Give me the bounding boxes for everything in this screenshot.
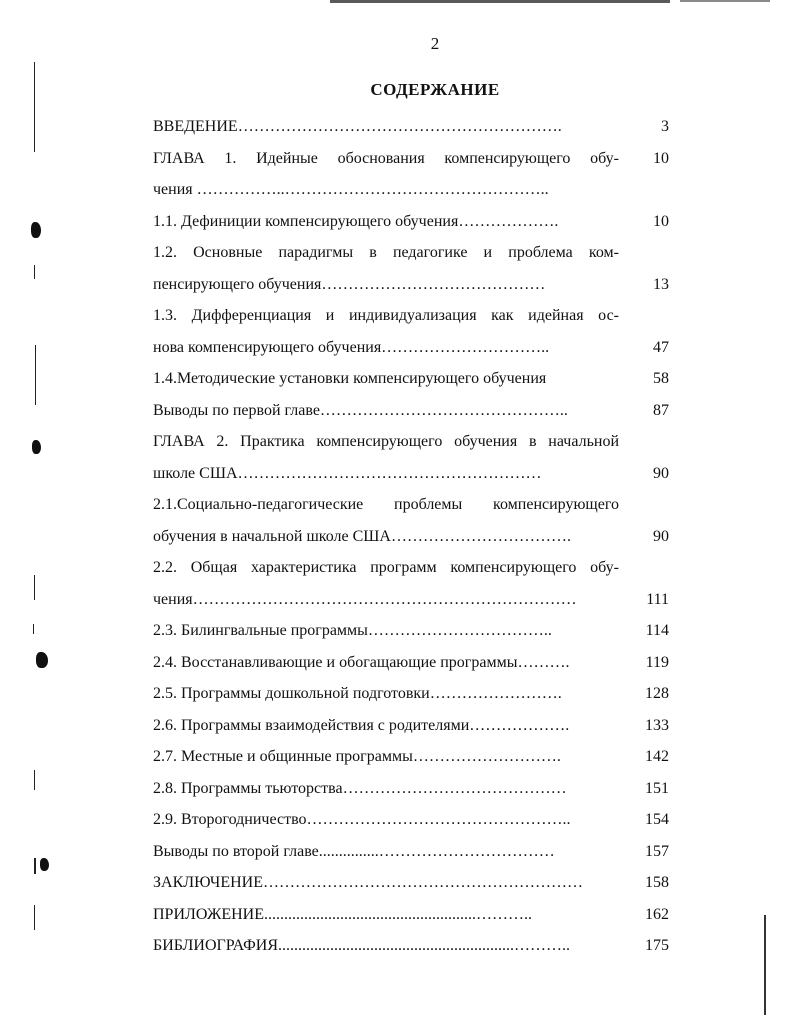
toc-entry-page: 175 <box>645 937 669 954</box>
toc-entry-line: 1.1. Дефиниции компенсирующего обучения………………. <box>153 212 559 230</box>
toc-entry-text <box>153 237 619 300</box>
toc-entry-line: БИБЛИОГРАФИЯ...........................................................……….. <box>153 937 571 954</box>
scan-mark <box>34 62 35 152</box>
toc-entry <box>153 143 673 206</box>
toc-entry-line: ГЛАВА 2. Практика компенсирующего обучения в начальной <box>153 433 619 450</box>
toc-entry-page: 10 <box>653 212 669 230</box>
toc-entry-line: ВВЕДЕНИЕ……………………………………………………. <box>153 118 562 135</box>
toc-entry-page: 13 <box>653 275 669 293</box>
toc-entry-text <box>153 678 619 710</box>
scan-mark <box>34 770 35 790</box>
toc-entry-line: Выводы по второй главе...............…………………………… <box>153 842 555 860</box>
scan-mark <box>34 575 35 600</box>
toc-entry-line: 2.5. Программы дошкольной подготовки……………………. <box>153 685 562 702</box>
toc-entry-text <box>153 489 619 552</box>
toc-entry-page: 111 <box>646 590 669 608</box>
toc-entry-line: 2.9. Второгодничество………………………………………….. <box>153 811 571 828</box>
toc-entry-line: 1.4.Методические установки компенсирующего обучения <box>153 370 547 387</box>
toc-entry-page: 58 <box>653 370 669 387</box>
toc-entry-line: чения……………………………………………………………… <box>153 590 577 608</box>
toc-entry-text <box>153 804 619 836</box>
toc-entry-text <box>153 300 619 363</box>
toc-entry-line: нова компенсирующего обучения………………………….. <box>153 338 550 356</box>
toc-entry-line: 2.6. Программы взаимодействия с родителями………………. <box>153 716 570 734</box>
toc-entry-page: 90 <box>653 464 669 482</box>
toc-entry-text <box>153 647 619 679</box>
toc-entry-line: 2.8. Программы тьюторства…………………………………… <box>153 779 567 797</box>
toc-entry-page: 151 <box>645 779 669 797</box>
toc-entry <box>153 426 673 489</box>
toc-entry-text <box>153 615 619 647</box>
toc-entry-text <box>153 363 619 395</box>
toc-entry-text <box>153 867 619 899</box>
toc-entry-page: 90 <box>653 527 669 545</box>
toc-entry-line: 1.3. Дифференциация и индивидуализация как идейная ос- <box>153 307 619 324</box>
scan-mark <box>33 624 34 634</box>
scan-mark <box>34 905 35 930</box>
toc-entry-line: ЗАКЛЮЧЕНИЕ…………………………………………………… <box>153 874 583 891</box>
toc-entry-text <box>153 773 619 805</box>
toc-entry-page: 154 <box>645 811 669 828</box>
toc-entry-page: 87 <box>653 401 669 419</box>
toc-entry <box>153 237 673 300</box>
toc-entry-page: 10 <box>653 149 669 167</box>
ink-blot <box>40 858 49 871</box>
toc-entry-text <box>153 899 619 931</box>
toc-entry <box>153 930 673 962</box>
toc-entry-line: ГЛАВА 1. Идейные обоснования компенсирующего обу- <box>153 149 619 167</box>
toc-entry-text <box>153 111 619 143</box>
scan-mark <box>34 265 35 279</box>
toc-entry-text <box>153 836 619 868</box>
toc-entry-text <box>153 143 619 206</box>
toc-entry <box>153 363 673 395</box>
toc-entry <box>153 300 673 363</box>
scan-mark <box>34 858 36 874</box>
toc-entry <box>153 773 673 805</box>
toc-entry-line: 2.7. Местные и общинные программы………………………. <box>153 748 561 765</box>
toc-entry <box>153 804 673 836</box>
toc-entry-page: 128 <box>645 685 669 702</box>
toc-entry-text <box>153 930 619 962</box>
page-number: 2 <box>430 34 440 53</box>
toc-entry-page: 47 <box>653 338 669 356</box>
toc-entry <box>153 836 673 868</box>
toc-entry-page: 162 <box>645 905 669 923</box>
page-title: СОДЕРЖАНИЕ <box>370 80 500 99</box>
toc-entry <box>153 615 673 647</box>
scan-mark <box>35 345 36 405</box>
toc-entry <box>153 678 673 710</box>
toc-entry-page: 119 <box>645 653 669 671</box>
toc-entry <box>153 741 673 773</box>
toc-entry-line: чения ……………..………………………………………….. <box>153 181 549 198</box>
toc-entry-line: 2.3. Билингвальные программы…………………………….. <box>153 622 552 639</box>
toc-entry <box>153 552 673 615</box>
toc-entry <box>153 206 673 238</box>
toc-entry <box>153 899 673 931</box>
ink-blot <box>31 222 41 238</box>
toc-entry <box>153 111 673 143</box>
toc-entry-text <box>153 206 619 238</box>
ink-blot <box>32 440 41 454</box>
toc-entry-line: обучения в начальной школе США……………………………. <box>153 527 571 545</box>
toc-entry <box>153 867 673 899</box>
scan-edge-top-right <box>680 0 770 2</box>
toc-entry-line: ПРИЛОЖЕНИЕ.....................................................……….. <box>153 905 533 923</box>
toc-entry-page: 142 <box>645 748 669 765</box>
toc-entry-line: 2.4. Восстанавливающие и обогащающие программы………. <box>153 653 570 671</box>
toc-entry <box>153 647 673 679</box>
toc-entry-line: 2.2. Общая характеристика программ компенсирующего обу- <box>153 559 619 576</box>
toc-entry-text <box>153 552 619 615</box>
ink-blot <box>36 652 48 668</box>
toc-entry <box>153 489 673 552</box>
scan-edge-right <box>764 915 766 1015</box>
toc-entry <box>153 710 673 742</box>
toc-entry-line: школе США………………………………………………… <box>153 464 542 482</box>
toc-entry-text <box>153 395 619 427</box>
toc-entry-page: 3 <box>661 118 669 135</box>
toc-entry-page: 157 <box>645 842 669 860</box>
toc-entry-text <box>153 426 619 489</box>
toc-entry-page: 133 <box>645 716 669 734</box>
scan-edge-top <box>330 0 670 3</box>
toc-entry-line: 2.1.Социально-педагогические проблемы компенсирующего <box>153 496 619 513</box>
toc-entry-page: 114 <box>645 622 669 639</box>
toc-entry-text <box>153 741 619 773</box>
toc-entry-page: 158 <box>645 874 669 891</box>
table-of-contents <box>153 111 673 962</box>
toc-entry-line: Выводы по первой главе……………………………………….. <box>153 401 568 419</box>
toc-entry-line: 1.2. Основные парадигмы в педагогике и проблема ком- <box>153 244 619 261</box>
toc-entry-line: пенсирующего обучения…………………………………… <box>153 275 546 293</box>
toc-entry-text <box>153 710 619 742</box>
toc-entry <box>153 395 673 427</box>
